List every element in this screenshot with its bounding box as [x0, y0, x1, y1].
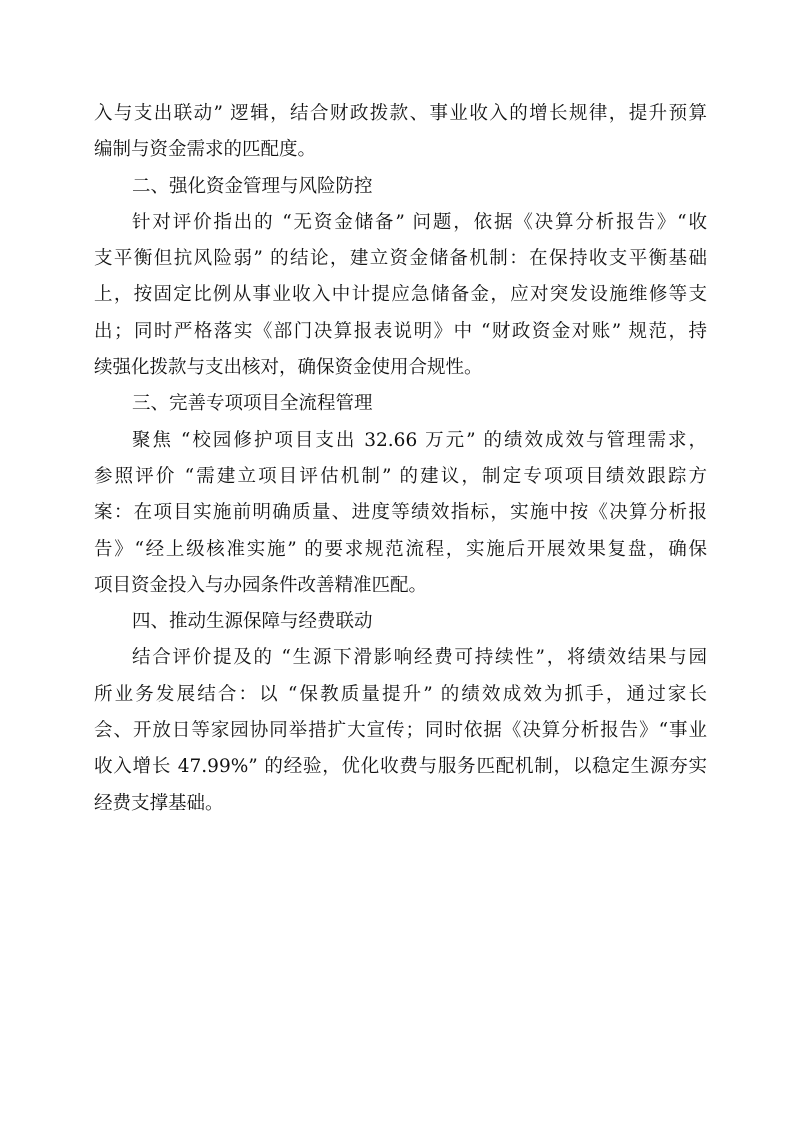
section-heading: 二、强化资金管理与风险防控 [132, 175, 373, 197]
paragraph-line: 出；同时严格落实《部门决算报表说明》中 “财政资金对账” 规范，持 [94, 320, 707, 342]
document-body [94, 96, 707, 822]
paragraph-line: 项目资金投入与办园条件改善精准匹配。 [94, 574, 428, 596]
paragraph-line: 编制与资金需求的匹配度。 [94, 139, 317, 161]
paragraph-line: 结合评价提及的 “生源下滑影响经费可持续性”，将绩效结果与园 [132, 647, 707, 669]
section-heading: 四、推动生源保障与经费联动 [132, 611, 373, 633]
section-heading: 三、完善专项项目全流程管理 [132, 393, 373, 415]
paragraph-line: 续强化拨款与支出核对，确保资金使用合规性。 [94, 357, 483, 379]
paragraph-line: 针对评价指出的 “无资金储备” 问题，依据《决算分析报告》“收 [132, 211, 707, 233]
paragraph-line: 告》“经上级核准实施” 的要求规范流程，实施后开展效果复盘，确保 [94, 538, 707, 560]
paragraph-line: 上，按固定比例从事业收入中计提应急储备金，应对突发设施维修等支 [94, 284, 707, 306]
paragraph-line: 会、开放日等家园协同举措扩大宣传；同时依据《决算分析报告》“事业 [94, 720, 707, 742]
paragraph-line: 支平衡但抗风险弱” 的结论，建立资金储备机制：在保持收支平衡基础 [94, 248, 707, 270]
paragraph-line: 收入增长 47.99%” 的经验，优化收费与服务匹配机制，以稳定生源夯实 [94, 756, 707, 778]
paragraph-line: 入与支出联动” 逻辑，结合财政拨款、事业收入的增长规律，提升预算 [94, 103, 707, 124]
paragraph-line: 经费支撑基础。 [94, 792, 224, 814]
paragraph-line: 聚焦 “校园修护项目支出 32.66 万元” 的绩效成效与管理需求， [132, 429, 707, 451]
paragraph-line: 案：在项目实施前明确质量、进度等绩效指标，实施中按《决算分析报 [94, 502, 707, 524]
paragraph-line: 所业务发展结合：以 “保教质量提升” 的绩效成效为抓手，通过家长 [94, 683, 707, 705]
paragraph-line: 参照评价 “需建立项目评估机制” 的建议，制定专项项目绩效跟踪方 [94, 465, 707, 487]
